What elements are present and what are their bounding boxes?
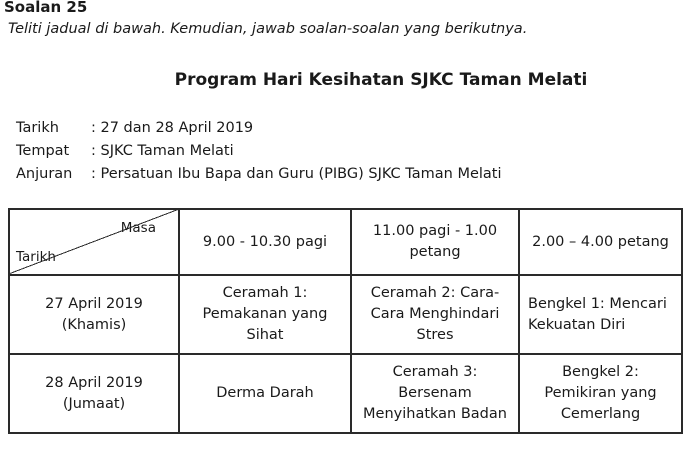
organizer-label: Anjuran <box>16 166 73 182</box>
venue-value: : SJKC Taman Melati <box>91 143 234 159</box>
venue-label: Tempat <box>16 143 70 159</box>
date-label: Tarikh <box>16 120 59 136</box>
question-instruction: Teliti jadual di bawah. Kemudian, jawab soalan-soalan yang berikutnya. <box>8 21 528 37</box>
date-cell <box>9 354 179 433</box>
table-row <box>9 275 682 354</box>
activity-cell: Ceramah 3: Bersenam Menyihatkan Badan <box>351 354 519 433</box>
info-row-date <box>16 120 253 136</box>
date-text: 28 April 2019 <box>45 374 143 391</box>
table-row <box>9 354 682 433</box>
table-header-row <box>9 209 682 275</box>
schedule-table <box>8 208 683 434</box>
time-slot-3: 2.00 – 4.00 petang <box>519 209 682 275</box>
date-text: 27 April 2019 <box>45 295 143 312</box>
activity-cell: Bengkel 1: Mencari Kekuatan Diri <box>519 275 682 354</box>
time-slot-2: 11.00 pagi - 1.00 petang <box>351 209 519 275</box>
activity-cell: Derma Darah <box>179 354 351 433</box>
corner-masa-label: Masa <box>120 220 156 236</box>
activity-cell: Ceramah 2: Cara-Cara Menghindari Stres <box>351 275 519 354</box>
organizer-value: : Persatuan Ibu Bapa dan Guru (PIBG) SJKC Taman Melati <box>91 166 502 182</box>
corner-tarikh-label: Tarikh <box>16 249 56 265</box>
info-row-venue <box>16 143 234 159</box>
day-text: (Khamis) <box>61 316 127 333</box>
date-value: : 27 dan 28 April 2019 <box>91 120 254 136</box>
info-row-organizer <box>16 166 502 182</box>
activity-cell: Ceramah 1: Pemakanan yang Sihat <box>179 275 351 354</box>
date-cell <box>9 275 179 354</box>
day-text: (Jumaat) <box>62 395 126 412</box>
activity-cell: Bengkel 2: Pemikiran yang Cemerlang <box>519 354 682 433</box>
program-title: Program Hari Kesihatan SJKC Taman Melati <box>174 70 588 90</box>
time-slot-1: 9.00 - 10.30 pagi <box>179 209 351 275</box>
corner-cell <box>9 209 179 275</box>
question-number: Soalan 25 <box>4 0 88 16</box>
